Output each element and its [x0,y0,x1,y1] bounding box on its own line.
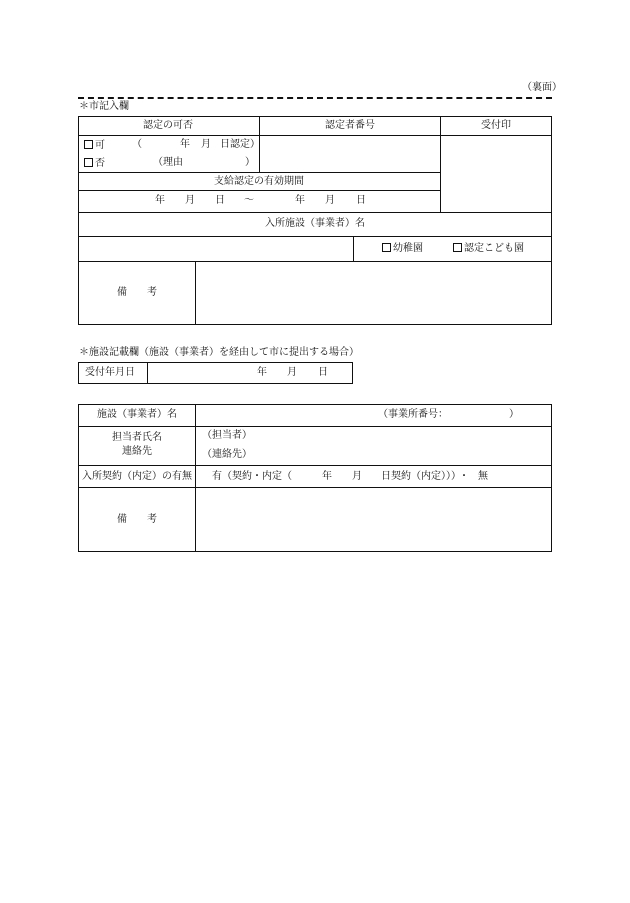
facility-heading: 入所施設（事業者）名 [265,218,365,229]
city-section-title: ＊市記入欄 [79,101,129,112]
dashed-divider [78,97,552,99]
approve-checkbox[interactable] [84,140,93,149]
contact-info-field[interactable]: （連絡先） [202,449,252,460]
facility-remarks-label: 備 考 [117,514,157,525]
contract-label: 入所契約（内定）の有無 [82,471,192,482]
col-cert-number-header: 認定者番号 [325,120,375,131]
kindergarten-checkbox[interactable] [382,243,391,252]
page-side-label: （裏面） [522,82,562,93]
col-receipt-stamp-header: 受付印 [481,120,511,131]
contact-name-label: 担当者氏名 [112,432,162,443]
col-approval-header: 認定の可否 [143,120,193,131]
facility-section-title: ＊施設記載欄（施設（事業者）を経由して市に提出する場合） [79,347,359,358]
kindergarten-option[interactable]: 幼稚園 [382,243,423,254]
certified-center-checkbox[interactable] [453,243,462,252]
contact-person-field[interactable]: （担当者） [202,430,252,441]
deny-option[interactable]: 否 [84,158,105,169]
deny-checkbox[interactable] [84,158,93,167]
contact-info-label: 連絡先 [122,446,152,457]
office-number-label: （事業所番号： [378,409,448,420]
certified-center-option[interactable]: 認定こども園 [453,243,524,254]
facility-name-label: 施設（事業者）名 [97,409,177,420]
approve-option[interactable]: 可 [84,140,105,151]
received-date-label: 受付年月日 [85,367,135,378]
city-remarks-label: 備 考 [117,287,157,298]
validity-heading: 支給認定の有効期間 [214,176,304,187]
